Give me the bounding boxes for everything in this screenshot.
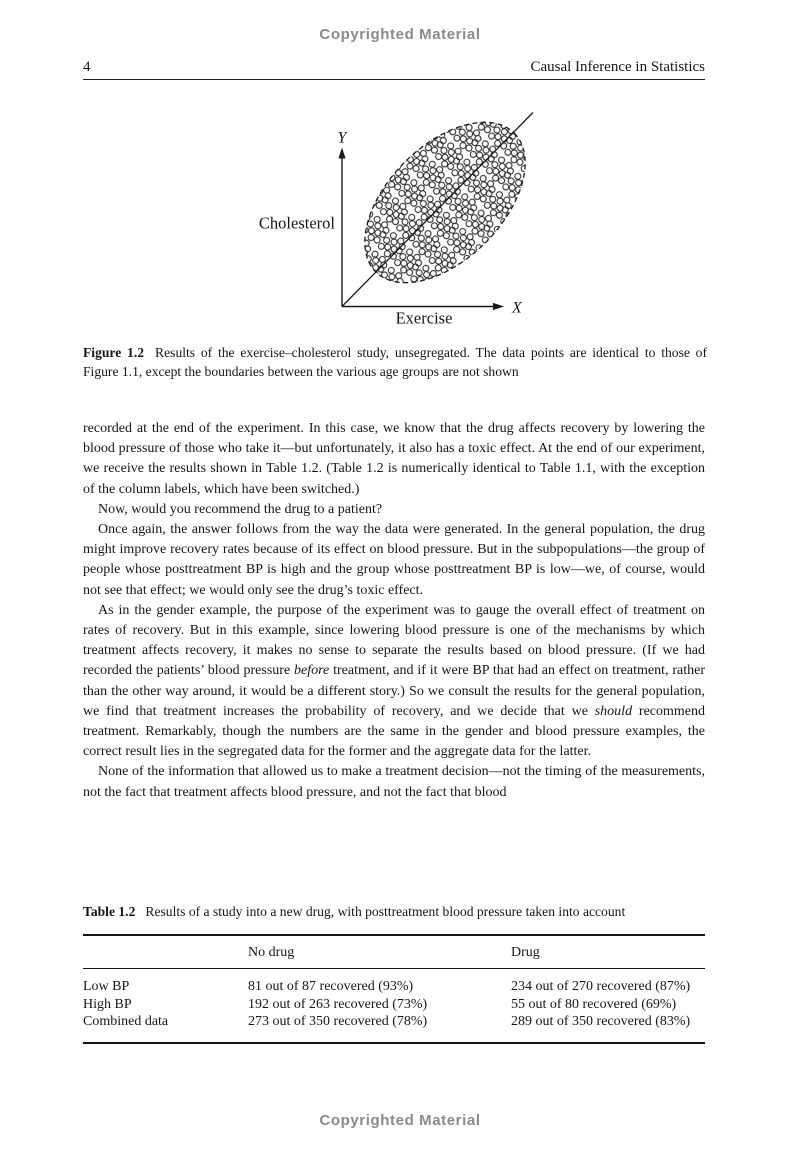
x-axis-letter: X bbox=[512, 299, 522, 317]
table-caption-text: Results of a study into a new drug, with posttreatment blood pressure taken into account bbox=[145, 904, 626, 919]
results-table bbox=[83, 934, 705, 1044]
page-header bbox=[83, 58, 705, 80]
scatter-figure-svg bbox=[240, 98, 550, 334]
results-table-body bbox=[83, 969, 705, 1043]
paragraph: None of the information that allowed us to make a treatment decision—not the timing of the measurements, not the fact that treatment affects blood pressure, and not the fact that blood bbox=[83, 764, 705, 800]
y-axis-arrow-icon bbox=[338, 148, 345, 159]
x-axis-name: Exercise bbox=[395, 308, 453, 328]
figure-caption bbox=[83, 344, 707, 381]
figure-caption-label: Figure 1.2 bbox=[83, 345, 145, 360]
table-caption bbox=[83, 904, 705, 920]
x-axis-arrow-icon bbox=[493, 303, 504, 310]
table-header-row bbox=[83, 935, 705, 969]
paragraph: recorded at the end of the experiment. In this case, we know that the drug affects recovery by lowering the blood pressure of those who take it—but unfortunately, it also has a toxic effect. At the end of our experiment, we receive the results shown in Table 1.2. (Table 1.2 is numerically identical to Table 1.1, with the exception of the column labels, which have been switched.) bbox=[83, 421, 705, 497]
figure-scatter-ellipse bbox=[240, 98, 550, 334]
copyright-watermark-top: Copyrighted Material bbox=[319, 26, 481, 43]
col-header-empty bbox=[83, 935, 248, 969]
figure-caption-text: Results of the exercise–cholesterol study, unsegregated. The data points are identical to those of Figure 1.1, except the boundaries between the various age groups are not shown bbox=[83, 345, 708, 379]
table-row: Combined data 273 out of 350 recovered (78%) 289 out of 350 recovered (83%) bbox=[83, 1014, 691, 1030]
paragraph: As in the gender example, the purpose of the experiment was to gauge the overall effect of treatment on rates of recovery. But in this example, since lowering blood pressure is one of the mechanisms by which treatment affects recovery, it makes no sense to separate the results based on blood pressure. (If we had recorded the patients’ blood pressure before treatment, and if it were BP that had an effect on treatment, rather than the other way around, it would be a different story.) So we consult the results for the general population, we find that treatment increases the probability of recovery, and we decide that we should recommend treatment. Remarkably, though the numbers are the same in the gender and blood pressure examples, the correct result lies in the segregated data for the former and the aggregate data for the latter. bbox=[83, 602, 705, 760]
y-axis-name: Cholesterol bbox=[258, 213, 335, 233]
running-title: Causal Inference in Statistics bbox=[530, 59, 705, 75]
paragraph: Now, would you recommend the drug to a patient? bbox=[98, 501, 383, 517]
page-number: 4 bbox=[83, 59, 91, 75]
col-header-drug: Drug bbox=[511, 935, 705, 969]
paragraph: Once again, the answer follows from the way the data were generated. In the general population, the drug might improve recovery rates because of its effect on blood pressure. But in the subpopulations—the group of people whose posttreatment BP is high and the group whose posttreatment BP is low—we, of course, would not see that effect; we would only see the drug’s toxic effect. bbox=[83, 522, 705, 598]
table-row: Low BP 81 out of 87 recovered (93%) 234 out of 270 recovered (87%) bbox=[83, 979, 691, 994]
col-header-no-drug: No drug bbox=[248, 935, 511, 969]
copyright-watermark-bottom: Copyrighted Material bbox=[319, 1112, 481, 1129]
body-text bbox=[83, 419, 705, 803]
y-axis-letter: Y bbox=[337, 129, 347, 147]
table-row: High BP 192 out of 263 recovered (73%) 55 out of 80 recovered (69%) bbox=[83, 996, 677, 1012]
table-caption-label: Table 1.2 bbox=[83, 904, 136, 919]
